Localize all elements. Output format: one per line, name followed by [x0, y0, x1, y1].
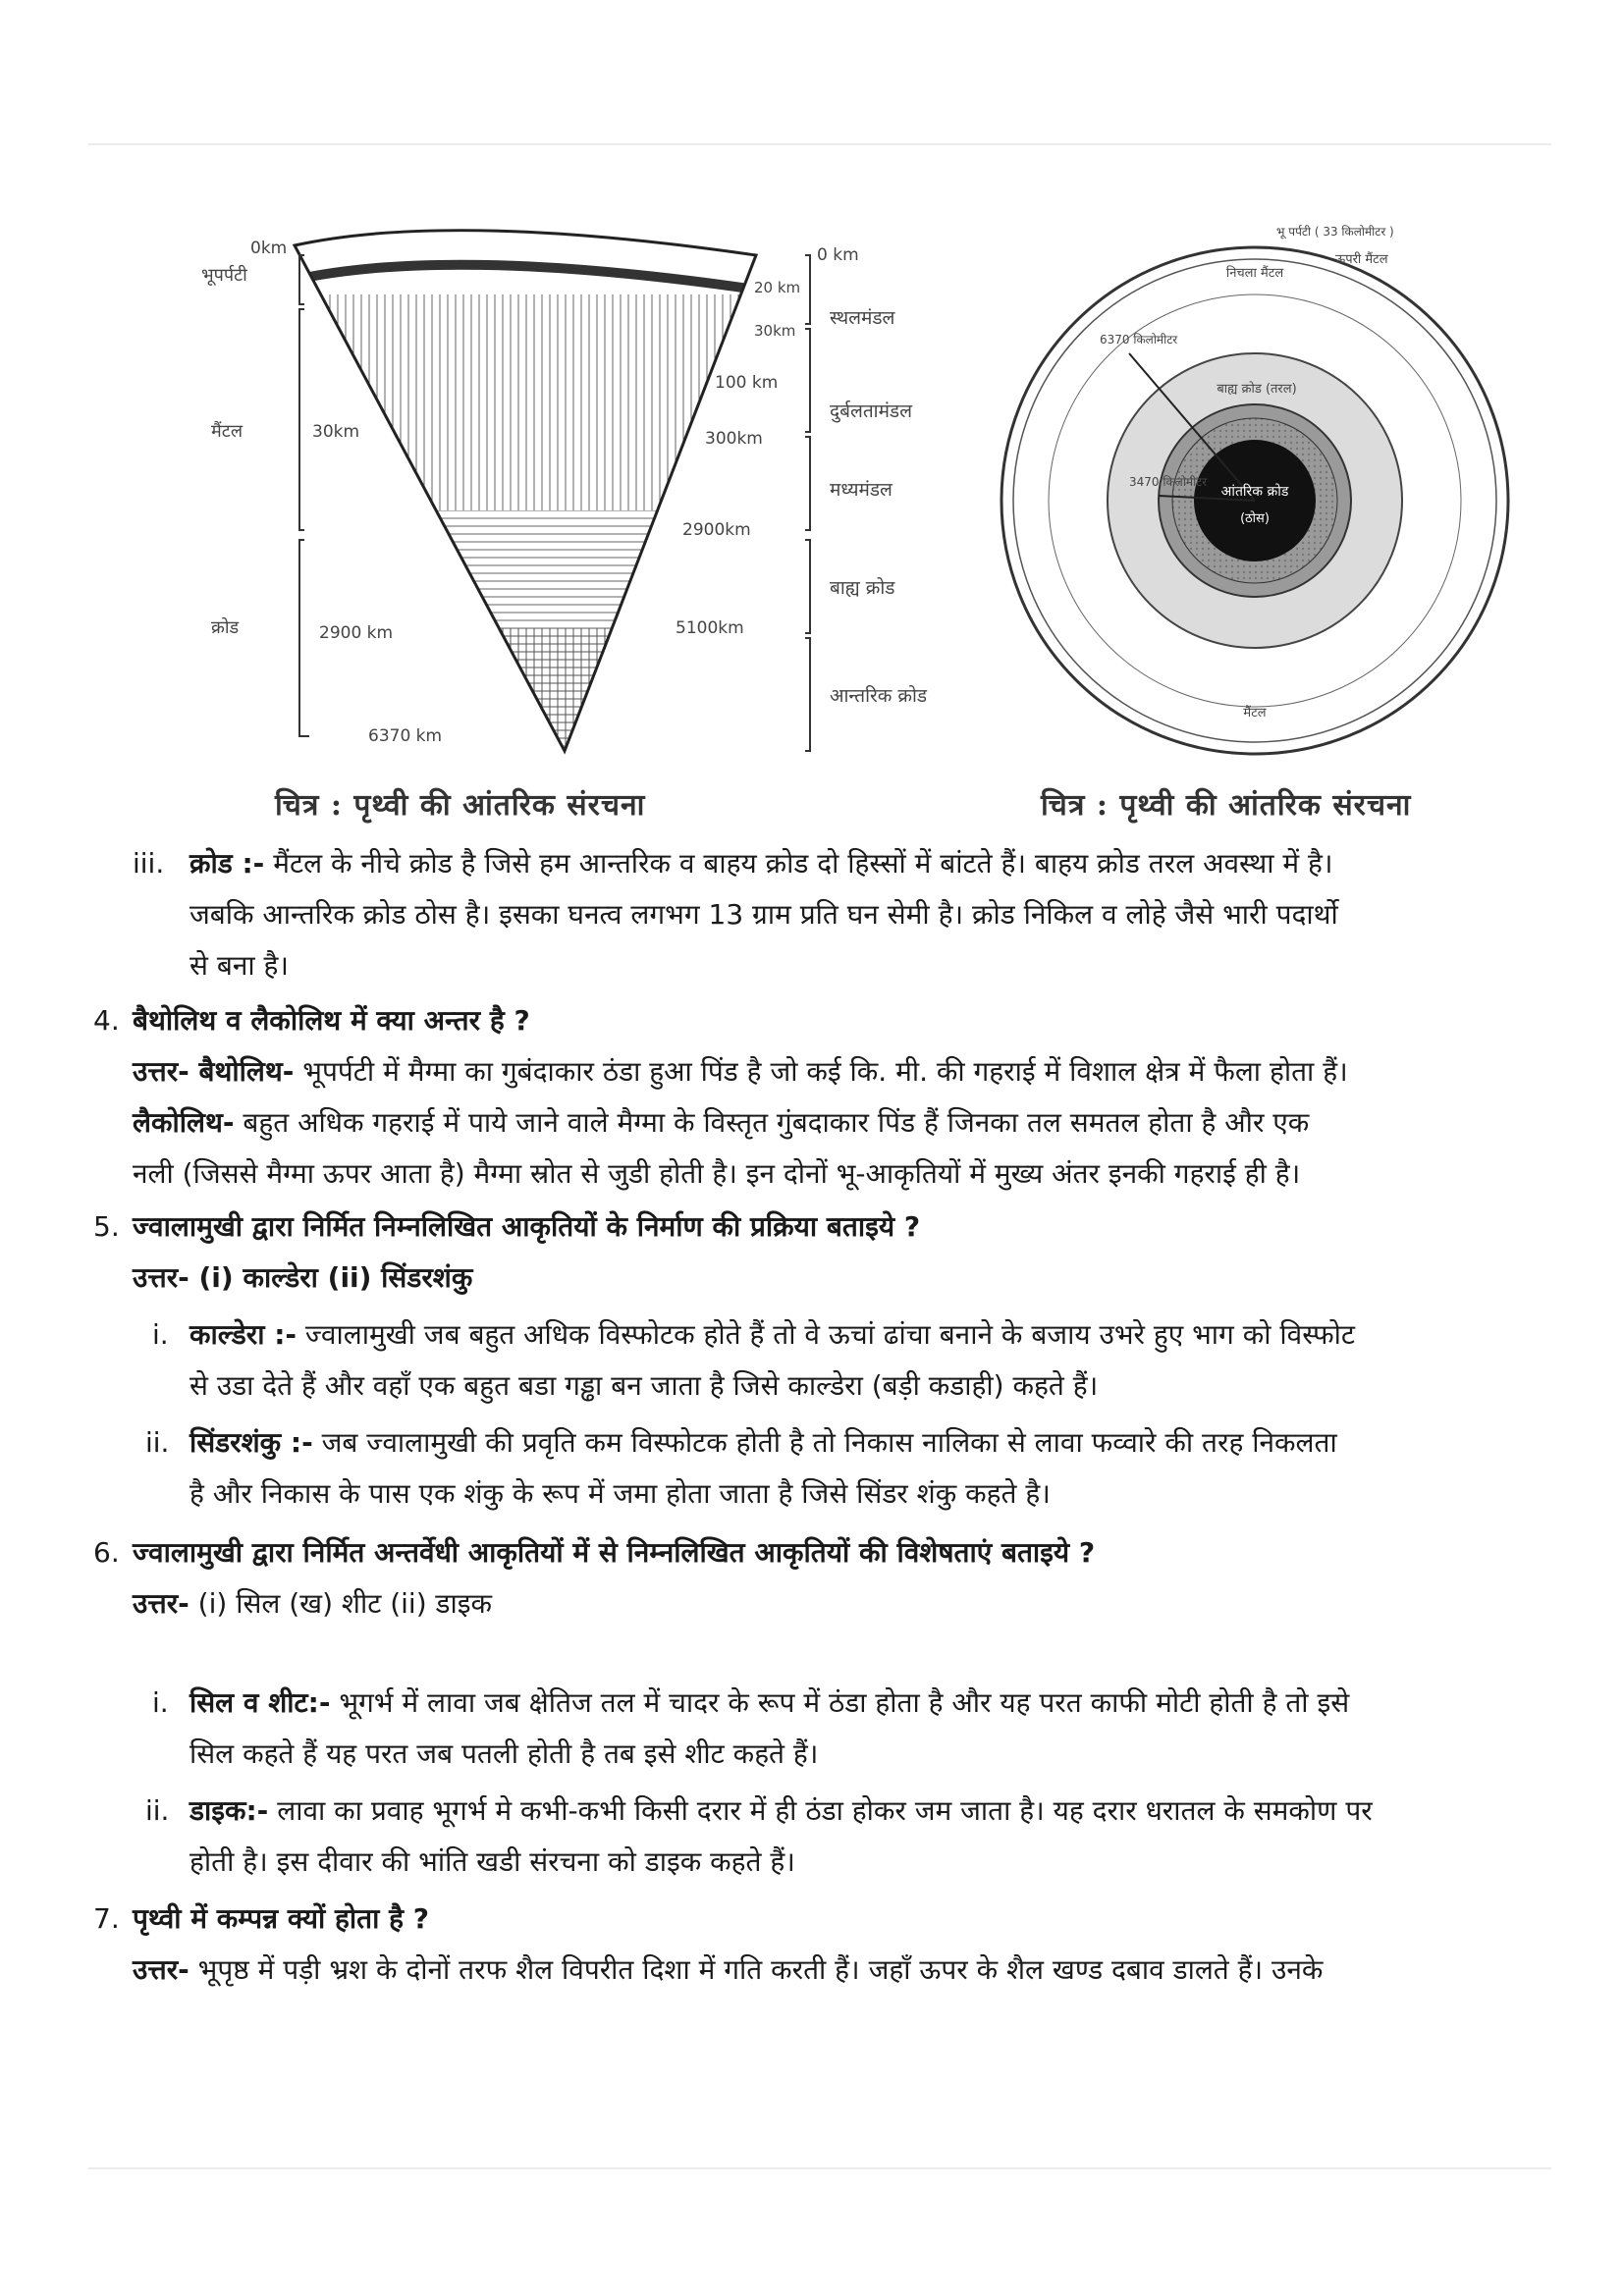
answer-label: उत्तर- बैथोलिथ-: [133, 1055, 295, 1088]
question-number: 6.: [93, 1536, 120, 1569]
section-label-mantle: मैंटल: [211, 421, 243, 442]
term-dyke: डाइक:-: [189, 1794, 269, 1827]
question-4-text: बैथोलिथ व लैकोलिथ में क्या अन्तर है ?: [133, 1004, 530, 1037]
label-6370km: 6370 किलोमीटर: [1100, 333, 1178, 347]
q5-i-text-1: ज्वालामुखी जब बहुत अधिक विस्फोटक होते हैं तो वे ऊचां ढांचा बनाने के बजाय उभरे हुए भाग को विस्फोट: [297, 1318, 1356, 1351]
layer-label-outer-core: बाह्य क्रोड: [830, 577, 895, 599]
layer-label-asthenosphere: दुर्बलतामंडल: [830, 400, 912, 422]
list-marker: i.: [152, 1686, 169, 1719]
question-5-text: ज्वालामुखी द्वारा निर्मित निम्नलिखित आकृतियों के निर्माण की प्रक्रिया बताइये ?: [133, 1210, 921, 1243]
term-sill-sheet: सिल व शीट:-: [189, 1686, 331, 1719]
iii-line-2: जबकि आन्तरिक क्रोड ठोस है। इसका घनत्व लगभग 13 ग्राम प्रति घन सेमी है। क्रोड निकिल व लोहे जैसे भारी पदार्थो: [189, 898, 1338, 931]
figure-caption-left: चित्र : पृथ्वी की आंतरिक संरचना: [275, 788, 646, 823]
term-core: क्रोड :-: [189, 847, 265, 880]
layer-label-mesosphere: मध्यमंडल: [830, 479, 893, 501]
q6-ii-line-2: होती है। इस दीवार की भांति खडी संरचना को डाइक कहते हैं।: [189, 1845, 795, 1878]
answer-label: उत्तर-: [133, 1261, 189, 1294]
answer-5: [133, 1258, 472, 1298]
answer-label: उत्तर-: [133, 1587, 189, 1620]
answer-5-text: (i) काल्डेरा (ii) सिंडरशंकु: [189, 1261, 473, 1294]
term-caldera: काल्डेरा :-: [189, 1318, 298, 1351]
answer-4-text-2: बहुत अधिक गहराई में पाये जाने वाले मैग्मा के विस्तृत गुंबदाकार पिंड हैं जिनका तल समतल होता है और एक: [234, 1106, 1310, 1139]
label-mantle: मैंटल: [1243, 706, 1267, 721]
question-4: [93, 1001, 530, 1041]
answer-label: उत्तर-: [133, 1953, 189, 1986]
q5-ii-line-2: है और निकास के पास एक शंकु के रूप में जमा होता जाता है जिसे सिंडर शंकु कहते है।: [189, 1477, 1051, 1510]
term-laccolith: लैकोलिथ-: [133, 1106, 235, 1139]
list-marker: ii.: [145, 1794, 170, 1827]
answer-6-text: (i) सिल (ख) शीट (ii) डाइक: [189, 1587, 493, 1620]
iii-line-3: से बना है।: [189, 949, 289, 982]
answer-6: [133, 1584, 492, 1624]
question-6-text: ज्वालामुखी द्वारा निर्मित अन्तर्वेधी आकृतियों में से निम्नलिखित आकृतियों की विशेषताएं बताइये ?: [133, 1536, 1096, 1569]
depth-label-2900km-right: 2900km: [682, 520, 751, 540]
answer-7-text-1: भूपृष्ठ में पड़ी भ्रश के दोनों तरफ शैल विपरीत दिशा में गति करती हैं। जहाँ ऊपर के शैल खण्ड दबाव डालते हैं। उनके: [189, 1953, 1324, 1986]
q5-i-line-1: [152, 1315, 1355, 1355]
label-upper-mantle: ऊपरी मैंटल: [1335, 252, 1388, 267]
label-solid: (ठोस): [1240, 511, 1270, 526]
question-6: [93, 1533, 1095, 1573]
answer-4-line-3: नली (जिससे मैग्मा ऊपर आता है) मैग्मा स्रोत से जुडी होती है। इन दोनों भू-आकृतियों में मुख्य अंतर इनकी गहराई ही है।: [133, 1157, 1301, 1190]
q5-i-line-2: से उडा देते हैं और वहाँ एक बहुत बडा गड्ढा बन जाता है जिसे काल्डेरा (बड़ी कडाही) कहते हैं।: [189, 1369, 1099, 1402]
depth-label-30km-right: 30km: [754, 322, 796, 340]
section-label-core: क्रोड: [211, 617, 240, 638]
answer-7-line-1: [133, 1950, 1323, 1990]
q5-ii-line-1: [145, 1423, 1337, 1463]
answer-4-line-1: [133, 1052, 1348, 1092]
earth-circle-diagram: [982, 216, 1532, 766]
iii-text-1: मैंटल के नीचे क्रोड है जिसे हम आन्तरिक व बाहय क्रोड दो हिस्सों में बांटते हैं। बाहय क्रोड तरल अवस्था में है।: [264, 847, 1333, 880]
question-7-text: पृथ्वी में कम्पन्न क्यों होता है ?: [133, 1902, 429, 1935]
answer-4-line-2: [133, 1103, 1309, 1143]
list-marker: ii.: [145, 1426, 170, 1459]
answer-4-text-1: भूपर्पटी में मैग्मा का गुबंदाकार ठंडा हुआ पिंड है जो कई कि. मी. की गहराई में विशाल क्षेत्र में फैला होता हैं।: [294, 1055, 1348, 1088]
question-number: 5.: [93, 1210, 120, 1243]
depth-label-300km: 300km: [705, 429, 763, 449]
q6-ii-text-1: लावा का प्रवाह भूगर्भ मे कभी-कभी किसी दरार में ही ठंडा होकर जम जाता है। यह दरार धरातल के समकोण पर: [268, 1794, 1373, 1827]
figure-caption-right: चित्र : पृथ्वी की आंतरिक संरचना: [1041, 788, 1412, 823]
layer-label-lithosphere: स्थलमंडल: [830, 307, 895, 329]
layer-label-inner-core: आन्तरिक क्रोड: [830, 685, 928, 707]
depth-label-30km: 30km: [312, 422, 360, 442]
depth-label-2900km: 2900 km: [319, 623, 394, 643]
q6-i-text-1: भूगर्भ में लावा जब क्षेतिज तल में चादर के रूप में ठंडा होता है और यह परत काफी मोटी होती है तो इसे: [330, 1686, 1350, 1719]
q5-ii-text-1: जब ज्वालामुखी की प्रवृति कम विस्फोटक होती है तो निकास नालिका से लावा फव्वारे की तरह निकलता: [312, 1426, 1337, 1459]
depth-label-20km: 20 km: [754, 279, 801, 296]
q6-ii-line-1: [145, 1791, 1373, 1831]
top-rule: [88, 143, 1551, 145]
depth-label-0km: 0km: [250, 239, 288, 258]
label-outer-core: बाह्य क्रोड (तरल): [1217, 382, 1297, 397]
figure-earth-structure: [177, 216, 1551, 834]
question-number: 7.: [93, 1902, 120, 1935]
depth-label-6370km: 6370 km: [368, 726, 443, 746]
depth-label-100km: 100 km: [715, 373, 779, 393]
question-7: [93, 1899, 429, 1939]
q6-i-line-2: सिल कहते हैं यह परत जब पतली होती है तब इसे शीट कहते हैं।: [189, 1737, 819, 1770]
depth-label-0km-right: 0 km: [817, 245, 859, 265]
bottom-rule: [88, 2167, 1551, 2169]
depth-label-5100km: 5100km: [676, 618, 744, 638]
earth-wedge-diagram: [177, 216, 1021, 766]
question-number: 4.: [93, 1004, 120, 1037]
label-3470km: 3470 किलोमीटर: [1129, 475, 1208, 489]
section-label-crust: भूपर्पटी: [201, 265, 247, 286]
term-cinder-cone: सिंडरशंकु :-: [189, 1426, 313, 1459]
label-lower-mantle: निचला मैंटल: [1225, 266, 1284, 281]
iii-line-1: [133, 844, 1333, 883]
question-5: [93, 1207, 920, 1247]
list-marker: i.: [152, 1318, 169, 1351]
q6-i-line-1: [152, 1683, 1349, 1723]
list-marker: iii.: [133, 847, 165, 880]
label-inner-core: आंतरिक क्रोड: [1220, 484, 1289, 500]
label-crust: भू पर्पटी ( 33 किलोमीटर ): [1276, 225, 1394, 239]
